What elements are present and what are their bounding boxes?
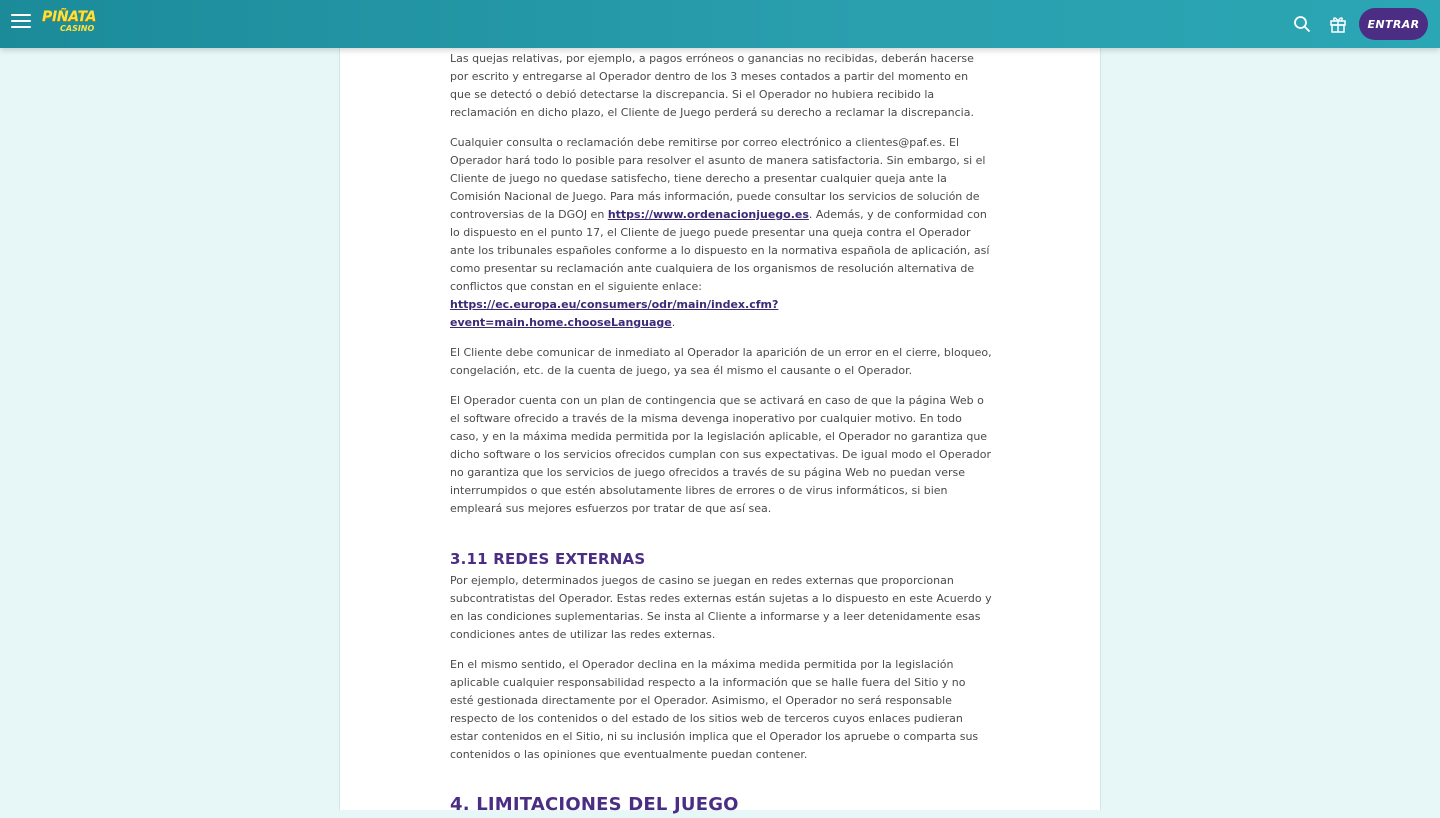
terms-content: [450, 50, 992, 818]
site-logo[interactable]: [42, 9, 97, 38]
gift-icon[interactable]: [1328, 14, 1348, 34]
search-icon[interactable]: [1292, 14, 1312, 34]
paragraph-text: .: [671, 316, 676, 329]
menu-icon[interactable]: [11, 14, 31, 32]
paragraph-account-errors: El Cliente debe comunicar de inmediato al Operador la aparición de un error en el cierre, bloqueo, congelación, etc. de la cuenta de juego, ya sea él mismo el causante o el Operador.: [450, 346, 992, 377]
link-eu-odr[interactable]: https://ec.europa.eu/consumers/odr/main/index.cfm?event=main.home.chooseLanguage: [450, 298, 779, 329]
paragraph-complaints-deadline: Las quejas relativas, por ejemplo, a pagos erróneos o ganancias no recibidas, deberán hacerse por escrito y entregarse al Operador dentro de los 3 meses contados a partir del momento en que se detectó o debió detectarse la discrepancia. Si el Operador no hubiera recibido la reclamación en dicho plazo, el Cliente de Juego perderá su derecho a reclamar la discrepancia.: [450, 52, 974, 119]
paragraph-liability: En el mismo sentido, el Operador declina en la máxima medida permitida por la legislación aplicable cualquier responsabilidad respecto a la información que se halle fuera del Sitio y no esté gestionada directamente por el Operador. Asimismo, el Operador no será responsable respecto de los contenidos o del estado de los sitios web de terceros cuyos enlaces pudieran estar contenidos en el Sitio, ni su inclusión implica que el Operador los apruebe o comparta sus contenidos o las opiniones que eventualmente puedan contener.: [450, 658, 979, 761]
login-button[interactable]: ENTRAR: [1359, 8, 1428, 40]
logo-wordmark: PIÑATA: [42, 9, 97, 25]
paragraph-external-networks: Por ejemplo, determinados juegos de casino se juegan en redes externas que proporcionan subcontratistas del Operador. Estas redes externas están sujetas a lo dispuesto en este Acuerdo y en las condiciones suplementarias. Se insta al Cliente a informarse y a leer detenidamente esas condiciones antes de utilizar las redes externas.: [450, 574, 992, 641]
paragraph-text: . Además, y de conformidad con lo dispuesto en el punto 17, el Cliente de juego puede presentar una queja contra el Operador ante los tribunales españoles conforme a lo dispuesto en la normativa española de aplicación, así como presentar su reclamación ante cualquiera de los organismos de resolución alternativa de conflictos que constan en el siguiente enlace:: [450, 208, 990, 293]
paragraph-contingency-plan: El Operador cuenta con un plan de contingencia que se activará en caso de que la página Web o el software ofrecido a través de la misma devenga inoperativo por cualquier motivo. En todo caso, y en la máxima medida permitida por la legislación aplicable, el Operador no garantiza que dicho software o los servicios ofrecidos cumplan con sus expectativas. De igual modo el Operador no garantiza que los servicios de juego ofrecidos a través de su página Web no puedan verse interrumpidos o que estén absolutamente libres de errores o de virus informáticos, si bien empleará sus mejores esfuerzos por tratar de que así sea.: [450, 394, 991, 515]
logo-subtitle: CASINO: [60, 24, 95, 33]
link-ordenacionjuego[interactable]: https://www.ordenacionjuego.es: [607, 208, 809, 221]
section-heading-external-networks: 3.11 REDES EXTERNAS: [450, 550, 646, 568]
paragraph-text: Cualquier consulta o reclamación debe remitirse por correo electrónico a clientes@paf.es. El Operador hará todo lo posible para resolver el asunto de manera satisfactoria. Sin embargo, si el Cliente de juego no quedase satisfecho, tiene derecho a presentar cualquier queja ante la Comisión Nacional de Juego. Para más información, puede consultar los servicios de solución de controversias de la DGOJ en: [450, 136, 986, 221]
paragraph-complaints-contact: [450, 134, 992, 332]
section-heading-game-limitations: 4. LIMITACIONES DEL JUEGO: [450, 794, 739, 815]
top-navigation-bar: [0, 0, 1440, 48]
